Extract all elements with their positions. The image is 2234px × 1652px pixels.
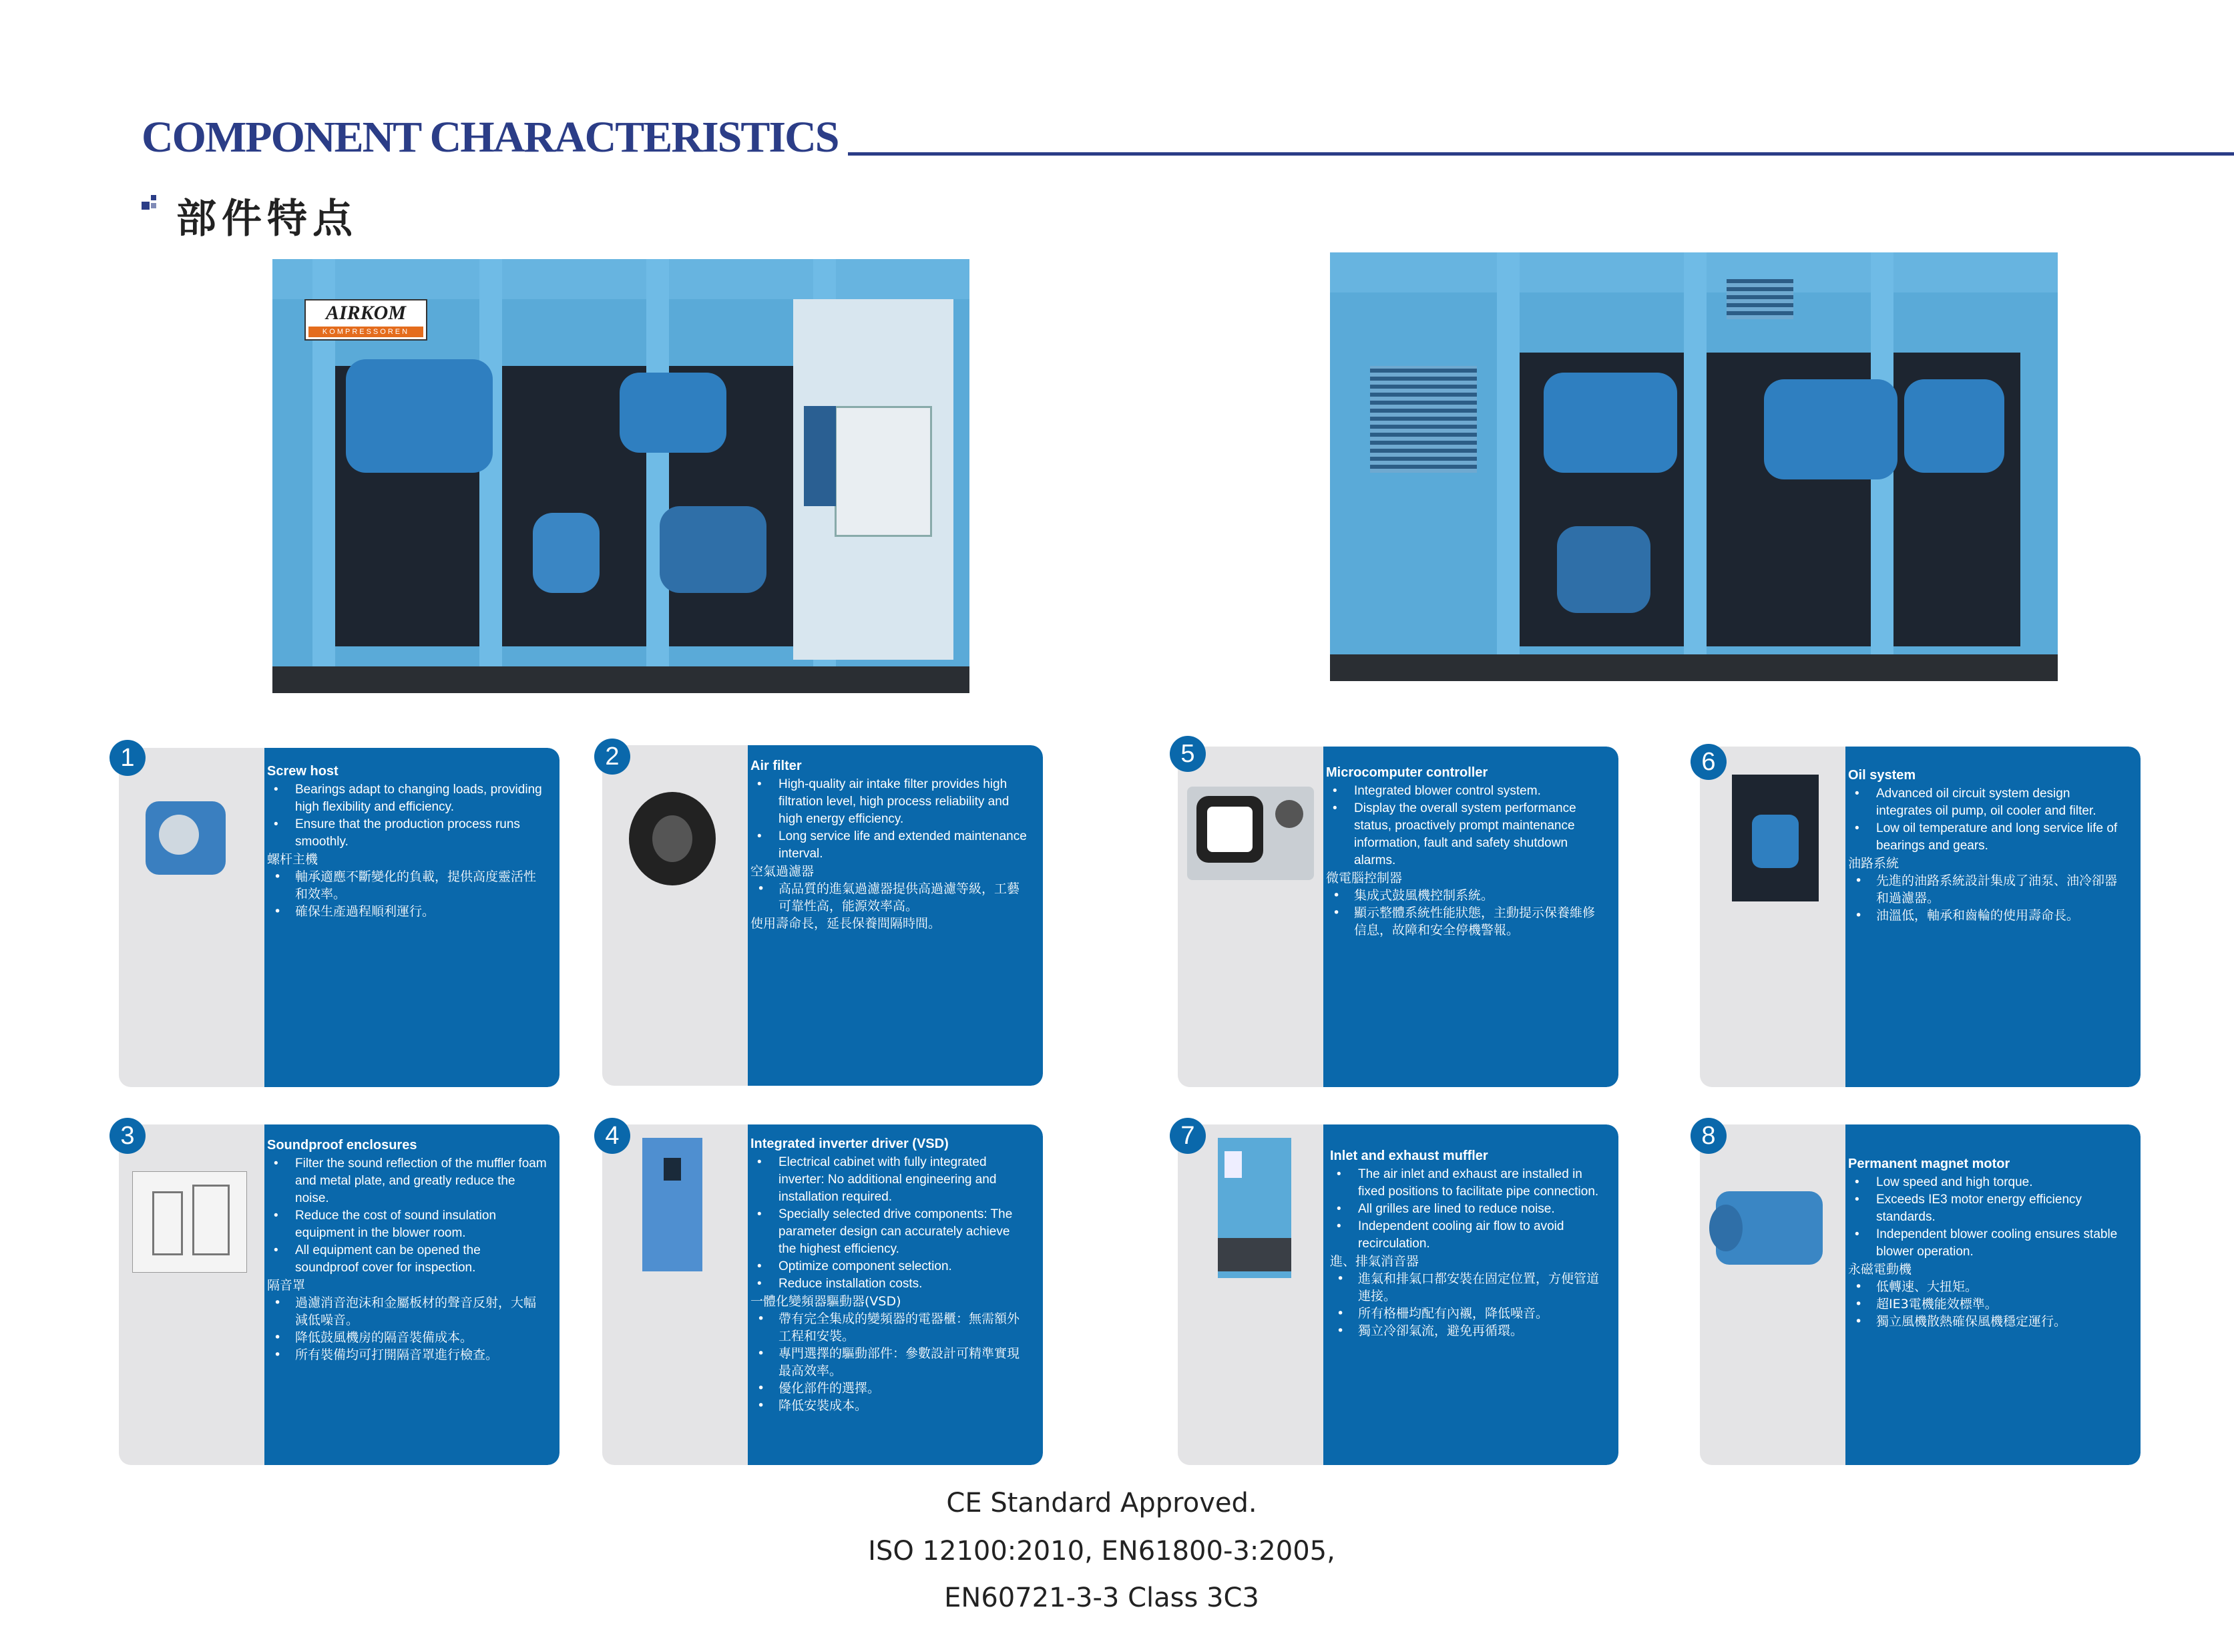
card-item: • Advanced oil circuit system design integrates oil pump, oil cooler and filter. bbox=[1848, 785, 2129, 820]
card-zh-item: • 軸承適應不斷變化的負載，提供高度靈活性和效率。 bbox=[267, 868, 547, 903]
feature-card-oil-system bbox=[1700, 747, 2141, 1087]
card-item: • The air inlet and exhaust are installed in fixed positions to facilitate pipe connection. bbox=[1330, 1166, 1610, 1201]
card-item: • Independent cooling air flow to avoid recirculation. bbox=[1330, 1218, 1610, 1253]
card-item: • Independent blower cooling ensures stable blower operation. bbox=[1848, 1226, 2129, 1261]
card-zh-item: • 獨立冷卻氣流，避免再循環。 bbox=[1330, 1322, 1610, 1339]
feature-card-soundproof bbox=[119, 1124, 560, 1465]
card-item: • Low speed and high torque. bbox=[1848, 1174, 2129, 1191]
airkom-logo: AIRKOM KOMPRESSOREN bbox=[304, 299, 427, 341]
card-item: • Reduce installation costs. bbox=[750, 1275, 1031, 1293]
card-item: • Exceeds IE3 motor energy efficiency standards. bbox=[1848, 1191, 2129, 1226]
title-rule bbox=[848, 152, 2234, 156]
feature-card-screw-host bbox=[119, 748, 560, 1087]
motor-icon bbox=[1709, 1171, 1829, 1271]
card-zh-item: • 進氣和排氣口都安裝在固定位置，方便管道連接。 bbox=[1330, 1270, 1610, 1305]
card-zh-heading: 微電腦控制器 bbox=[1326, 871, 1403, 885]
card-zh-heading: 空氣過濾器 bbox=[750, 864, 815, 879]
feature-card-air-filter bbox=[602, 745, 1043, 1086]
card-number: 2 bbox=[594, 739, 630, 775]
card-item: • Integrated blower control system. bbox=[1326, 783, 1606, 800]
card-zh-item: • 所有裝備均可打開隔音罩進行檢查。 bbox=[267, 1346, 547, 1364]
card-item: • All grilles are lined to reduce noise. bbox=[1330, 1201, 1610, 1218]
controller-icon bbox=[1187, 787, 1314, 880]
card-item: • Ensure that the production process runs smoothly. bbox=[267, 816, 547, 851]
card-heading: Screw host bbox=[267, 764, 339, 779]
card-zh-item: • 確保生產過程順利運行。 bbox=[267, 903, 547, 920]
card-number: 3 bbox=[109, 1118, 146, 1154]
card-zh-item: • 集成式鼓風機控制系統。 bbox=[1326, 887, 1606, 904]
card-zh-item: • 優化部件的選擇。 bbox=[750, 1380, 1031, 1397]
card-number: 8 bbox=[1691, 1118, 1727, 1154]
card-zh-item: • 低轉速、大扭矩。 bbox=[1848, 1278, 2129, 1295]
card-heading: Inlet and exhaust muffler bbox=[1330, 1149, 1488, 1163]
card-item: • Specially selected drive components: The parameter design can accurately achieve the highest efficiency. bbox=[750, 1206, 1031, 1258]
card-heading: Permanent magnet motor bbox=[1848, 1157, 2010, 1171]
card-zh-item: • 降低鼓風機房的隔音裝備成本。 bbox=[267, 1329, 547, 1346]
card-zh-item: • 所有格柵均配有內襯，降低噪音。 bbox=[1330, 1305, 1610, 1322]
card-heading: Microcomputer controller bbox=[1326, 765, 1488, 780]
card-item: • Optimize component selection. bbox=[750, 1258, 1031, 1275]
card-zh-heading: 進、排氣消音器 bbox=[1330, 1254, 1419, 1269]
card-number: 6 bbox=[1691, 744, 1727, 780]
card-item: • Electrical cabinet with fully integrated inverter: No additional engineering and installation required. bbox=[750, 1154, 1031, 1206]
card-item: • Filter the sound reflection of the muffler foam and metal plate, and greatly reduce the noise. bbox=[267, 1155, 547, 1207]
card-number: 4 bbox=[594, 1118, 630, 1154]
footer-line-3: EN60721-3-3 Class 3C3 bbox=[944, 1583, 1259, 1613]
card-item: • Low oil temperature and long service life of bearings and gears. bbox=[1848, 820, 2129, 855]
card-item: • All equipment can be opened the soundproof cover for inspection. bbox=[267, 1242, 547, 1277]
card-zh-item: • 油溫低，軸承和齒輪的使用壽命長。 bbox=[1848, 907, 2129, 924]
squares-icon bbox=[142, 195, 162, 215]
inverter-icon bbox=[616, 1138, 729, 1271]
card-heading: Integrated inverter driver (VSD) bbox=[750, 1137, 949, 1151]
card-heading: Oil system bbox=[1848, 768, 1916, 783]
card-item: • Bearings adapt to changing loads, providing high flexibility and efficiency. bbox=[267, 781, 547, 816]
enclosure-icon bbox=[132, 1165, 246, 1271]
page-subtitle: 部件特点 bbox=[176, 196, 358, 242]
card-zh-heading: 螺杆主機 bbox=[267, 852, 318, 867]
card-zh-item: • 過濾消音泡沫和金屬板材的聲音反射，大幅減低噪音。 bbox=[267, 1294, 547, 1329]
card-item: • Reduce the cost of sound insulation equipment in the blower room. bbox=[267, 1207, 547, 1242]
footer-line-2: ISO 12100:2010, EN61800-3:2005, bbox=[868, 1536, 1335, 1567]
card-heading: Soundproof enclosures bbox=[267, 1138, 417, 1153]
card-zh-heading: 永磁電動機 bbox=[1848, 1262, 1912, 1277]
card-zh-item: • 高品質的進氣過濾器提供高過濾等級，工藝可靠性高，能源效率高。 bbox=[750, 880, 1031, 915]
card-item: • High-quality air intake filter provides high filtration level, high process reliability and high energy efficiency. bbox=[750, 776, 1031, 828]
feature-card-controller bbox=[1178, 747, 1618, 1087]
page-title: COMPONENT CHARACTERISTICS bbox=[142, 113, 839, 162]
card-item: • Long service life and extended maintenance interval. bbox=[750, 828, 1031, 863]
muffler-icon bbox=[1218, 1138, 1291, 1278]
card-zh-item: • 超IE3電機能效標準。 bbox=[1848, 1295, 2129, 1313]
card-number: 7 bbox=[1170, 1118, 1206, 1154]
card-zh-heading: 一體化變頻器驅動器(VSD) bbox=[750, 1294, 901, 1309]
card-number: 5 bbox=[1170, 736, 1206, 772]
air-filter-icon bbox=[616, 785, 729, 892]
card-zh-item: • 顯示整體系統性能狀態，主動提示保養維修信息，故障和安全停機警報。 bbox=[1326, 904, 1606, 939]
card-zh-item: • 帶有完全集成的變頻器的電器櫃：無需額外工程和安裝。 bbox=[750, 1310, 1031, 1345]
feature-card-motor bbox=[1700, 1124, 2141, 1465]
card-zh-item: • 獨立風機散熱確保風機穩定運行。 bbox=[1848, 1313, 2129, 1330]
card-zh-item: • 先進的油路系統設計集成了油泵、油冷卻器和過濾器。 bbox=[1848, 872, 2129, 907]
card-number: 1 bbox=[109, 740, 146, 776]
card-heading: Air filter bbox=[750, 759, 802, 773]
card-zh-item: • 專門選擇的驅動部件：參數設計可精準實現最高效率。 bbox=[750, 1345, 1031, 1380]
card-item: • Display the overall system performance status, proactively prompt maintenance information, fault and safety shutdown alarms. bbox=[1326, 800, 1606, 869]
card-zh-heading: 隔音罩 bbox=[267, 1278, 306, 1293]
card-zh-item: • 降低安裝成本。 bbox=[750, 1397, 1031, 1414]
compressor-photo-open bbox=[272, 259, 969, 693]
card-zh-text: 使用壽命長，延長保養間隔時間。 bbox=[750, 916, 941, 931]
screw-host-icon bbox=[132, 788, 246, 895]
feature-card-muffler bbox=[1178, 1124, 1618, 1465]
compressor-photo-closed bbox=[1330, 252, 2058, 681]
feature-card-inverter bbox=[602, 1124, 1043, 1465]
footer-line-1: CE Standard Approved. bbox=[946, 1488, 1257, 1518]
oil-system-icon bbox=[1732, 775, 1819, 901]
card-zh-heading: 油路系統 bbox=[1848, 856, 1900, 871]
